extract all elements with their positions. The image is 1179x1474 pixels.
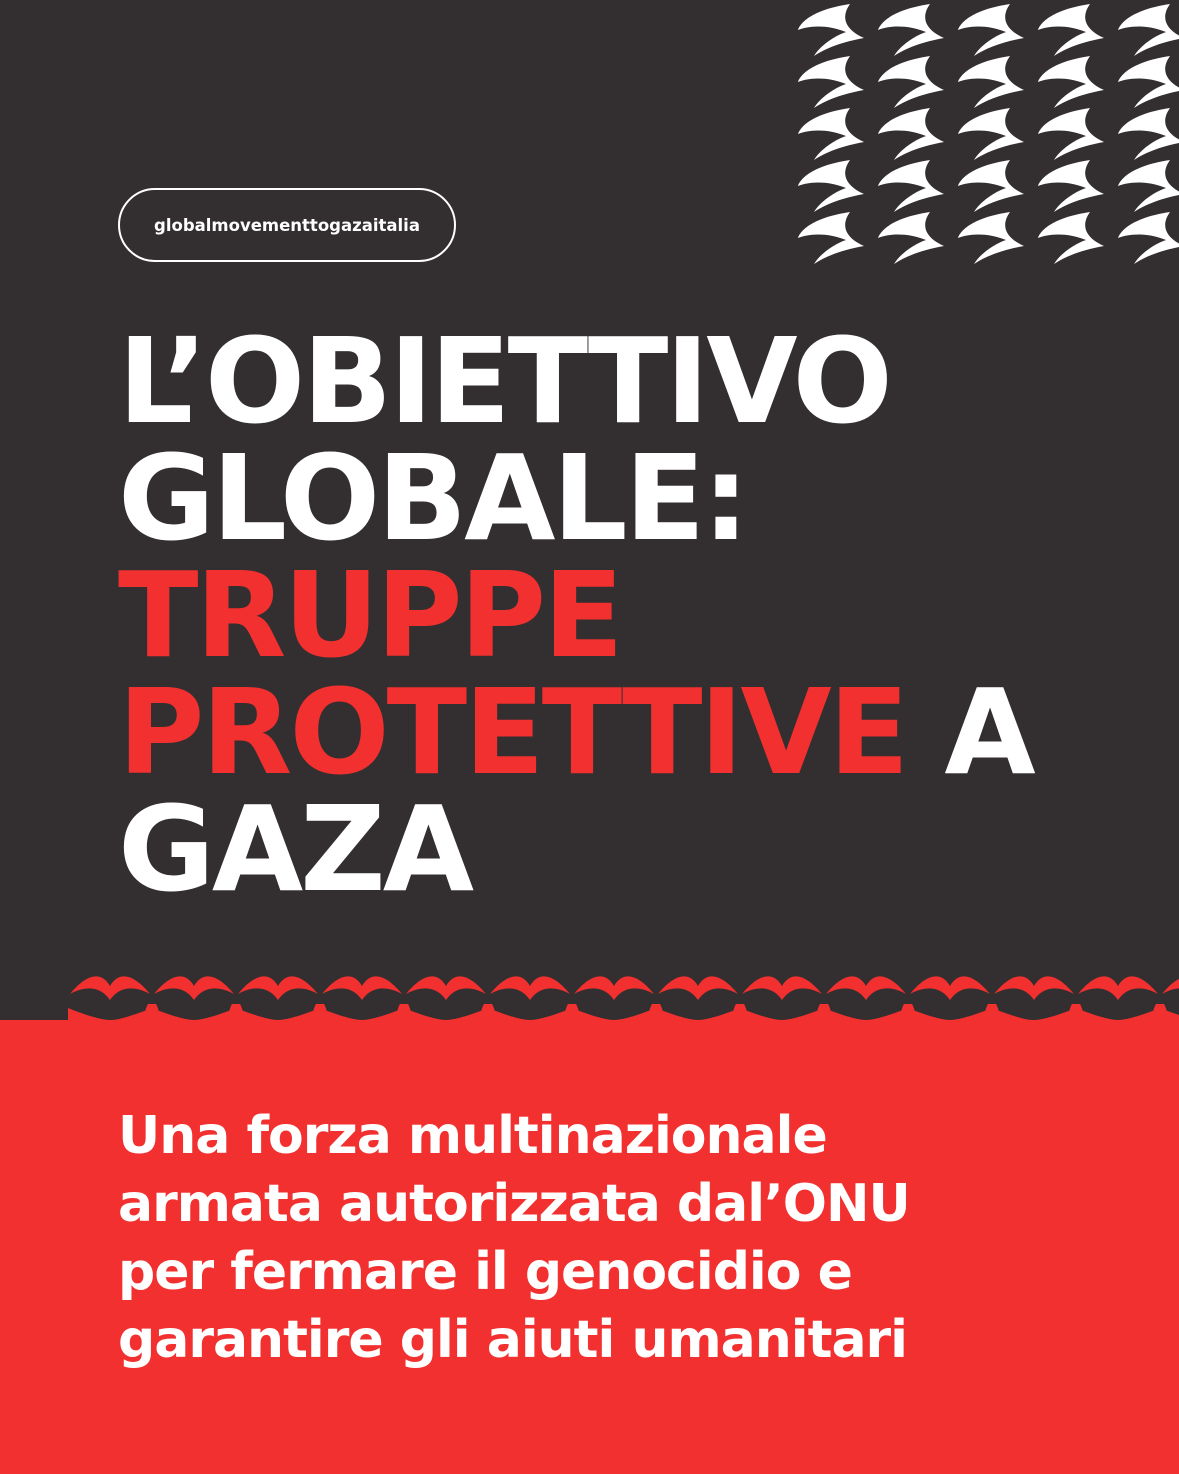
red-wave-leaf-icon	[1076, 1008, 1160, 1024]
white-wave-chevron-icon	[878, 160, 944, 212]
red-wave-leaf-icon	[740, 1008, 824, 1024]
red-wave-leaf-icon	[572, 1008, 656, 1024]
red-wave-leaf-icon	[236, 1008, 320, 1024]
red-wave-leaf-icon	[320, 1008, 404, 1024]
red-wave-arc-icon	[574, 976, 654, 1000]
white-wave-chevron-icon	[1038, 56, 1104, 108]
account-handle-pill	[118, 188, 456, 262]
red-wave-leaf-icon	[824, 1008, 908, 1024]
headline-line-2: GLOBALE:	[118, 429, 747, 567]
red-wave-leaf-icon	[488, 1008, 572, 1024]
white-wave-chevron-icon	[1038, 212, 1104, 264]
white-wave-chevron-icon	[798, 108, 864, 160]
white-wave-chevron-icon	[798, 56, 864, 108]
white-wave-chevron-icon	[878, 108, 944, 160]
red-wave-arc-icon	[1078, 976, 1158, 1000]
white-wave-chevron-icon	[1038, 4, 1104, 56]
white-wave-chevron-icon	[958, 160, 1024, 212]
subtitle-line-2: armata autorizzata dal’ONU	[118, 1174, 910, 1234]
headline-line-4-red: PROTETTIVE	[118, 663, 907, 801]
red-wave-arc-icon	[910, 976, 990, 1000]
white-wave-chevron-icon	[958, 4, 1024, 56]
red-wave-leaf-icon	[404, 1008, 488, 1024]
headline-line-1: L’OBIETTIVO	[118, 312, 890, 450]
subtitle-line-3: per fermare il genocidio e	[118, 1242, 852, 1302]
white-wave-chevron-icon	[1118, 4, 1179, 56]
white-wave-chevron-pattern-icon	[770, 0, 1179, 265]
headline-line-5: GAZA	[118, 780, 472, 918]
headline	[118, 312, 1158, 918]
white-wave-chevron-icon	[958, 212, 1024, 264]
headline-line-4-white: A	[906, 663, 1033, 801]
white-wave-chevron-icon	[798, 4, 864, 56]
red-wave-arc-icon	[826, 976, 906, 1000]
white-wave-chevron-icon	[1038, 160, 1104, 212]
red-wave-leaf-icon	[1160, 1008, 1179, 1024]
red-wave-arc-icon	[742, 976, 822, 1000]
red-wave-arc-icon	[406, 976, 486, 1000]
headline-line-4	[118, 663, 1158, 801]
white-wave-chevron-icon	[878, 4, 944, 56]
red-wave-arc-icon	[322, 976, 402, 1000]
white-wave-chevron-icon	[1118, 212, 1179, 264]
red-wave-arc-icon	[70, 976, 150, 1000]
white-wave-chevron-icon	[958, 56, 1024, 108]
red-wave-leaf-icon	[908, 1008, 992, 1024]
white-wave-chevron-icon	[878, 212, 944, 264]
white-wave-chevron-icon	[1118, 56, 1179, 108]
red-wave-arc-icon	[658, 976, 738, 1000]
red-wave-arc-icon	[1162, 976, 1179, 1000]
white-wave-chevron-icon	[1118, 160, 1179, 212]
headline-line-3: TRUPPE	[118, 546, 621, 684]
red-wave-leaf-icon	[152, 1008, 236, 1024]
red-wave-leaf-icon	[992, 1008, 1076, 1024]
subtitle-line-4: garantire gli aiuti umanitari	[118, 1310, 908, 1370]
white-wave-chevron-icon	[1118, 108, 1179, 160]
red-wave-arc-icon	[490, 976, 570, 1000]
red-wave-leaf-icon	[656, 1008, 740, 1024]
white-wave-chevron-icon	[878, 56, 944, 108]
red-wave-arc-icon	[994, 976, 1074, 1000]
white-wave-chevron-icon	[798, 212, 864, 264]
white-wave-chevron-icon	[798, 160, 864, 212]
subtitle	[118, 1102, 1118, 1374]
white-wave-chevron-icon	[1038, 108, 1104, 160]
red-wave-leaf-icon	[68, 1008, 152, 1024]
subtitle-line-1: Una forza multinazionale	[118, 1106, 827, 1166]
account-handle-text: globalmovementtogazaitalia	[154, 215, 420, 235]
white-wave-chevron-icon	[958, 108, 1024, 160]
red-wave-arc-icon	[238, 976, 318, 1000]
red-wave-divider-icon	[0, 958, 1179, 1068]
wave-divider-base	[0, 1020, 1179, 1068]
red-wave-arc-icon	[154, 976, 234, 1000]
